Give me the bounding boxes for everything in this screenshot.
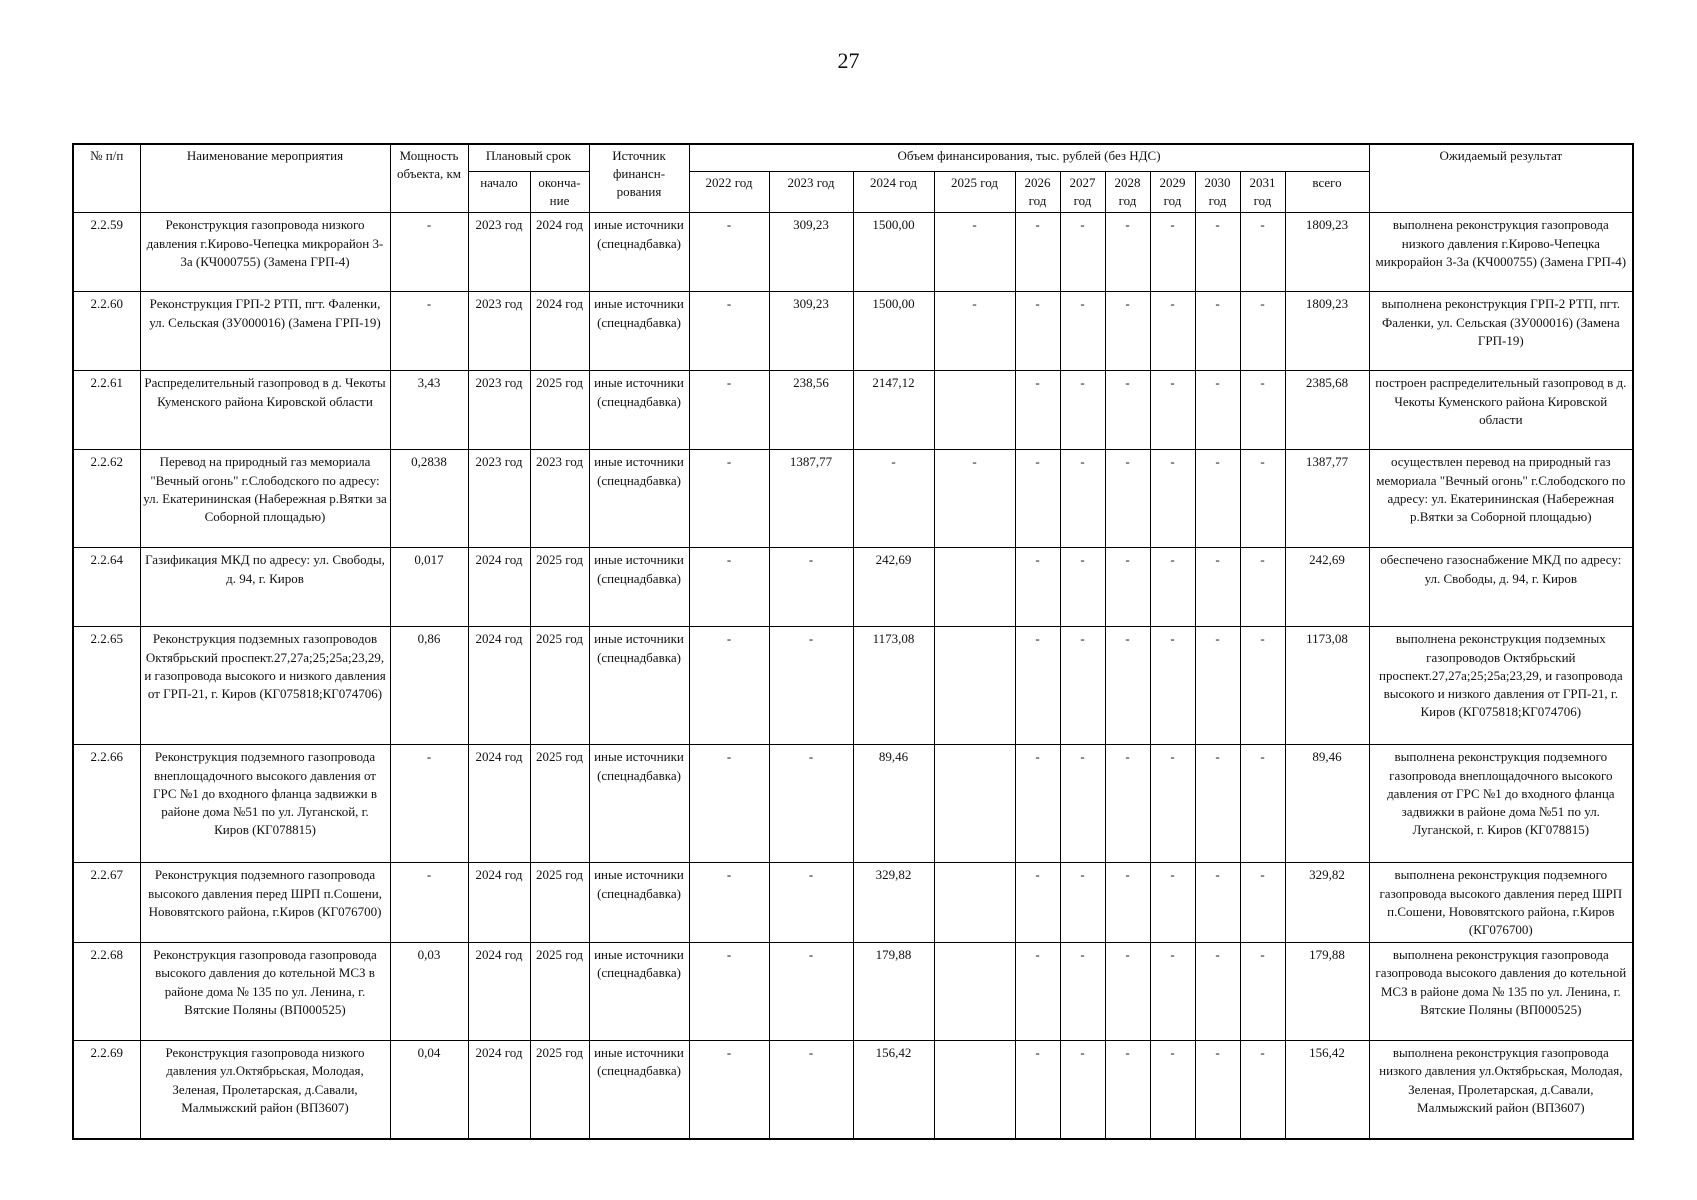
row-name: Перевод на природный газ мемориала "Вечный огонь" г.Слободского по адресу: ул. Екатерининская (Набережная р.Вятки за Соборной площадью) [140,450,390,548]
row-capacity: 0,017 [390,548,468,627]
row-source: иные источники (спецнадбавка) [589,745,689,863]
row-name: Газификация МКД по адресу: ул. Свободы, д. 94, г. Киров [140,548,390,627]
row-year-value: - [689,943,769,1041]
row-year-value: - [1195,548,1240,627]
header-year: 2026 год [1015,172,1060,213]
row-year-value: - [934,213,1015,292]
row-year-value: - [1195,450,1240,548]
row-year-value: - [1060,863,1105,943]
row-total: 156,42 [1285,1041,1369,1139]
row-name: Реконструкция газопровода газопровода высокого давления до котельной МСЗ в районе дома № 135 по ул. Ленина, г. Вятские Поляны (ВП000525) [140,943,390,1041]
header-result: Ожидаемый результат [1369,144,1633,213]
row-capacity: 3,43 [390,371,468,450]
row-capacity: - [390,213,468,292]
row-result: осуществлен перевод на природный газ мемориала "Вечный огонь" г.Слободского по адресу: ул. Екатерининская (Набережная р.Вятки за Соборной площадью) [1369,450,1633,548]
row-result: выполнена реконструкция подземных газопроводов Октябрьский проспект.27,27а;25;25а;23,29, и газопровода высокого и низкого давления от ГРП-21, г. Киров (КГ075818;КГ074706) [1369,627,1633,745]
row-result: выполнена реконструкция газопровода газопровода высокого давления до котельной МСЗ в районе дома № 135 по ул. Ленина, г. Вятские Поляны (ВП000525) [1369,943,1633,1041]
row-end: 2024 год [530,213,589,292]
row-year-value: - [689,1041,769,1139]
header-financing: Объем финансирования, тыс. рублей (без НДС) [689,144,1369,172]
row-year-value: - [1195,863,1240,943]
row-year-value: - [853,450,934,548]
row-end: 2025 год [530,745,589,863]
row-year-value: 1173,08 [853,627,934,745]
row-year-value: - [1015,371,1060,450]
table-row [73,863,1633,943]
row-year-value: - [769,548,853,627]
row-source: иные источники (спецнадбавка) [589,943,689,1041]
row-year-value: - [1240,213,1285,292]
row-num: 2.2.65 [73,627,140,745]
row-year-value: - [1060,213,1105,292]
row-year-value: - [769,627,853,745]
row-result: построен распределительный газопровод в д. Чекоты Куменского района Кировской области [1369,371,1633,450]
table-row [73,745,1633,863]
header-end: оконча-ние [530,172,589,213]
row-source: иные источники (спецнадбавка) [589,627,689,745]
row-year-value: - [1060,292,1105,371]
row-num: 2.2.59 [73,213,140,292]
header-name: Наименование мероприятия [140,144,390,213]
header-term: Плановый срок [468,144,589,172]
row-start: 2024 год [468,863,530,943]
row-source: иные источники (спецнадбавка) [589,548,689,627]
row-total: 1173,08 [1285,627,1369,745]
row-start: 2023 год [468,292,530,371]
row-year-value: - [1060,627,1105,745]
row-year-value: - [1240,1041,1285,1139]
row-year-value: - [1060,943,1105,1041]
row-result: выполнена реконструкция газопровода низкого давления г.Кирово-Чепецка микрорайон 3-3а (КЧ000755) (Замена ГРП-4) [1369,213,1633,292]
row-year-value: - [1060,548,1105,627]
row-year-value: - [689,213,769,292]
row-year-value: - [1105,627,1150,745]
row-year-value: 329,82 [853,863,934,943]
table-row [73,292,1633,371]
row-year-value: - [1105,1041,1150,1139]
header-year: 2024 год [853,172,934,213]
row-year-value [934,745,1015,863]
row-year-value: - [1240,371,1285,450]
row-name: Распределительный газопровод в д. Чекоты Куменского района Кировской области [140,371,390,450]
row-year-value: - [1105,371,1150,450]
row-end: 2025 год [530,627,589,745]
row-year-value: - [1195,1041,1240,1139]
row-year-value: - [1195,371,1240,450]
row-year-value [934,627,1015,745]
table-row [73,548,1633,627]
row-year-value: - [1015,627,1060,745]
row-year-value: - [769,943,853,1041]
row-year-value: - [1105,213,1150,292]
row-start: 2024 год [468,627,530,745]
row-end: 2025 год [530,1041,589,1139]
row-total: 1809,23 [1285,213,1369,292]
row-capacity: - [390,863,468,943]
row-year-value: - [934,450,1015,548]
row-year-value: - [1060,745,1105,863]
header-source: Источник финансн-рования [589,144,689,213]
row-year-value: 89,46 [853,745,934,863]
row-name: Реконструкция подземного газопровода внеплощадочного высокого давления от ГРС №1 до входного фланца задвижки в районе дома №51 по ул. Луганской, г. Киров (КГ078815) [140,745,390,863]
row-capacity: 0,2838 [390,450,468,548]
row-year-value: - [689,745,769,863]
row-end: 2024 год [530,292,589,371]
row-year-value: - [1150,943,1195,1041]
row-year-value: - [1060,450,1105,548]
row-year-value: - [1195,292,1240,371]
row-year-value: 2147,12 [853,371,934,450]
row-year-value: - [1150,371,1195,450]
row-year-value: 238,56 [769,371,853,450]
row-start: 2024 год [468,548,530,627]
table-row [73,627,1633,745]
row-year-value: - [689,292,769,371]
row-year-value: 156,42 [853,1041,934,1139]
row-name: Реконструкция подземного газопровода высокого давления перед ШРП п.Сошени, Нововятского района, г.Киров (КГ076700) [140,863,390,943]
row-num: 2.2.62 [73,450,140,548]
table-row [73,1041,1633,1139]
row-total: 329,82 [1285,863,1369,943]
row-source: иные источники (спецнадбавка) [589,292,689,371]
table-row [73,450,1633,548]
table-row [73,371,1633,450]
row-year-value: 1500,00 [853,292,934,371]
row-year-value: - [1060,1041,1105,1139]
row-source: иные источники (спецнадбавка) [589,450,689,548]
row-result: обеспечено газоснабжение МКД по адресу: ул. Свободы, д. 94, г. Киров [1369,548,1633,627]
row-year-value: - [1105,863,1150,943]
row-year-value: - [769,863,853,943]
row-source: иные источники (спецнадбавка) [589,213,689,292]
row-total: 242,69 [1285,548,1369,627]
row-year-value: - [1060,371,1105,450]
row-year-value [934,1041,1015,1139]
row-num: 2.2.60 [73,292,140,371]
row-year-value: - [1150,1041,1195,1139]
row-year-value: - [769,1041,853,1139]
row-name: Реконструкция газопровода низкого давления ул.Октябрьская, Молодая, Зеленая, Пролетарская, д.Савали, Малмыжский район (ВП3607) [140,1041,390,1139]
row-start: 2023 год [468,371,530,450]
header-year: 2022 год [689,172,769,213]
row-year-value: - [1240,943,1285,1041]
header-year: 2023 год [769,172,853,213]
row-capacity: 0,86 [390,627,468,745]
row-end: 2025 год [530,548,589,627]
row-year-value: - [689,548,769,627]
row-start: 2023 год [468,450,530,548]
row-num: 2.2.69 [73,1041,140,1139]
row-end: 2023 год [530,450,589,548]
row-year-value: - [1015,1041,1060,1139]
row-result: выполнена реконструкция газопровода низкого давления ул.Октябрьская, Молодая, Зеленая, Пролетарская, д.Савали, Малмыжский район (ВП3607) [1369,1041,1633,1139]
header-year: 2025 год [934,172,1015,213]
header-capacity: Мощность объекта, км [390,144,468,213]
row-capacity: - [390,292,468,371]
header-year: 2030 год [1195,172,1240,213]
row-total: 179,88 [1285,943,1369,1041]
row-year-value: - [1150,548,1195,627]
row-year-value: - [1015,745,1060,863]
row-end: 2025 год [530,863,589,943]
header-total: всего [1285,172,1369,213]
row-year-value: 309,23 [769,213,853,292]
header-start: начало [468,172,530,213]
row-year-value: - [1240,548,1285,627]
row-year-value [934,548,1015,627]
row-end: 2025 год [530,371,589,450]
row-result: выполнена реконструкция ГРП-2 РТП, пгт. Фаленки, ул. Сельская (ЗУ000016) (Замена ГРП-19) [1369,292,1633,371]
row-year-value: - [1150,745,1195,863]
row-year-value: 1500,00 [853,213,934,292]
row-year-value: - [769,745,853,863]
header-year: 2028 год [1105,172,1150,213]
row-end: 2025 год [530,943,589,1041]
row-year-value: - [1015,943,1060,1041]
row-year-value: - [934,292,1015,371]
row-name: Реконструкция подземных газопроводов Октябрьский проспект.27,27а;25;25а;23,29, и газопровода высокого и низкого давления от ГРП-21, г. Киров (КГ075818;КГ074706) [140,627,390,745]
row-year-value: - [689,450,769,548]
row-year-value: - [1150,292,1195,371]
row-total: 1809,23 [1285,292,1369,371]
row-total: 2385,68 [1285,371,1369,450]
row-year-value: - [1240,450,1285,548]
row-year-value: - [1150,450,1195,548]
row-num: 2.2.64 [73,548,140,627]
header-year: 2029 год [1150,172,1195,213]
row-year-value: - [1195,745,1240,863]
row-year-value: - [1240,627,1285,745]
row-year-value: 242,69 [853,548,934,627]
row-name: Реконструкция ГРП-2 РТП, пгт. Фаленки, ул. Сельская (ЗУ000016) (Замена ГРП-19) [140,292,390,371]
row-year-value: - [689,627,769,745]
row-num: 2.2.67 [73,863,140,943]
row-year-value: - [1105,745,1150,863]
row-year-value: - [1015,450,1060,548]
row-result: выполнена реконструкция подземного газопровода высокого давления перед ШРП п.Сошени, Нововятского района, г.Киров (КГ076700) [1369,863,1633,943]
row-year-value: - [1150,627,1195,745]
row-year-value: 309,23 [769,292,853,371]
row-year-value: - [689,371,769,450]
row-start: 2024 год [468,745,530,863]
row-year-value: - [1105,292,1150,371]
row-num: 2.2.68 [73,943,140,1041]
row-year-value: - [1105,943,1150,1041]
row-source: иные источники (спецнадбавка) [589,1041,689,1139]
row-start: 2023 год [468,213,530,292]
row-num: 2.2.66 [73,745,140,863]
row-year-value: 179,88 [853,943,934,1041]
row-year-value [934,371,1015,450]
row-year-value: - [1240,292,1285,371]
row-year-value: - [1015,213,1060,292]
row-source: иные источники (спецнадбавка) [589,371,689,450]
row-year-value: - [1195,213,1240,292]
row-name: Реконструкция газопровода низкого давления г.Кирово-Чепецка микрорайон 3-3а (КЧ000755) (Замена ГРП-4) [140,213,390,292]
table-row [73,943,1633,1041]
row-year-value: - [689,863,769,943]
row-year-value: - [1015,292,1060,371]
row-total: 1387,77 [1285,450,1369,548]
row-capacity: - [390,745,468,863]
row-start: 2024 год [468,1041,530,1139]
row-capacity: 0,03 [390,943,468,1041]
row-year-value: - [1015,863,1060,943]
row-year-value: - [1150,213,1195,292]
row-year-value: - [1150,863,1195,943]
row-year-value: - [1240,863,1285,943]
row-year-value: - [1240,745,1285,863]
row-capacity: 0,04 [390,1041,468,1139]
row-year-value [934,943,1015,1041]
row-total: 89,46 [1285,745,1369,863]
row-year-value: - [1195,627,1240,745]
header-year: 2031 год [1240,172,1285,213]
table-row [73,213,1633,292]
row-year-value: 1387,77 [769,450,853,548]
page-number: 27 [837,48,860,73]
header-num: № п/п [73,144,140,213]
row-year-value [934,863,1015,943]
row-start: 2024 год [468,943,530,1041]
row-year-value: - [1105,548,1150,627]
row-num: 2.2.61 [73,371,140,450]
row-year-value: - [1015,548,1060,627]
row-year-value: - [1105,450,1150,548]
row-year-value: - [1195,943,1240,1041]
header-year: 2027 год [1060,172,1105,213]
row-source: иные источники (спецнадбавка) [589,863,689,943]
financing-table [72,143,1634,1140]
row-result: выполнена реконструкция подземного газопровода внеплощадочного высокого давления от ГРС №1 до входного фланца задвижки в районе дома №51 по ул. Луганской, г. Киров (КГ078815) [1369,745,1633,863]
